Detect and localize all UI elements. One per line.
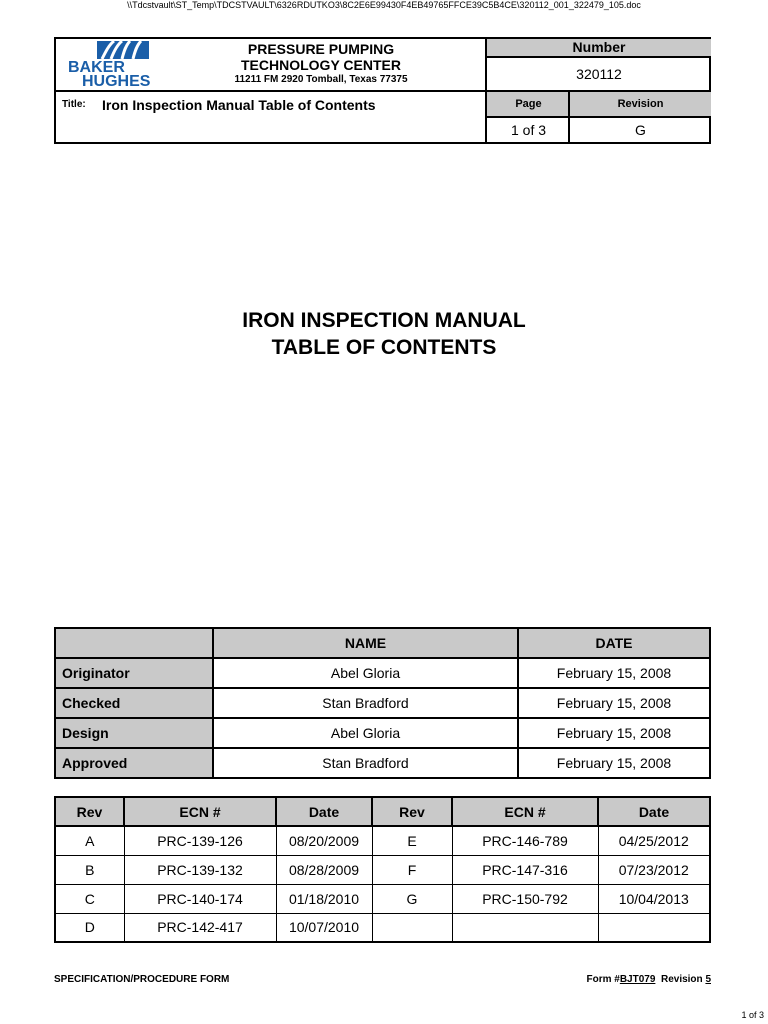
signature-role: Checked xyxy=(55,688,213,718)
revision-value: G xyxy=(568,118,711,142)
org-name-line2: TECHNOLOGY CENTER xyxy=(241,57,401,73)
signature-row xyxy=(55,658,710,688)
footer-form-type: SPECIFICATION/PROCEDURE FORM xyxy=(54,974,230,985)
revision-header-ecn: ECN # xyxy=(452,797,598,826)
revision-cell: PRC-139-132 xyxy=(124,855,276,884)
revision-cell: PRC-147-316 xyxy=(452,855,598,884)
logo-mark-icon xyxy=(56,39,156,90)
signature-header-date: DATE xyxy=(518,628,710,658)
org-name-line1: PRESSURE PUMPING xyxy=(247,41,395,57)
signature-header-role xyxy=(55,628,213,658)
revision-row xyxy=(55,855,710,884)
signature-date: February 15, 2008 xyxy=(518,688,710,718)
revision-cell: 08/20/2009 xyxy=(276,826,372,855)
signature-header-name: NAME xyxy=(213,628,518,658)
revision-table xyxy=(54,796,711,943)
revision-cell: PRC-139-126 xyxy=(124,826,276,855)
organization-block xyxy=(156,39,486,90)
revision-cell: D xyxy=(55,913,124,942)
revision-cell: PRC-140-174 xyxy=(124,884,276,913)
revision-cell: F xyxy=(372,855,452,884)
signature-date: February 15, 2008 xyxy=(518,718,710,748)
signature-name: Stan Bradford xyxy=(213,748,518,778)
form-number: BJT079 xyxy=(619,974,656,985)
revision-cell: 10/07/2010 xyxy=(276,913,372,942)
document-title-line2: TABLE OF CONTENTS xyxy=(271,336,497,359)
org-address: 11211 FM 2920 Tomball, Texas 77375 xyxy=(234,74,408,85)
revision-label: Revision xyxy=(568,90,711,118)
revision-header-ecn: ECN # xyxy=(124,797,276,826)
signature-name: Abel Gloria xyxy=(213,718,518,748)
header-block xyxy=(54,37,711,144)
signature-role: Originator xyxy=(55,658,213,688)
revision-cell: E xyxy=(372,826,452,855)
signature-row xyxy=(55,688,710,718)
revision-row xyxy=(55,913,710,942)
document-title xyxy=(0,307,768,361)
signature-name: Stan Bradford xyxy=(213,688,518,718)
document-title-line1: IRON INSPECTION MANUAL xyxy=(242,309,526,332)
signature-role: Approved xyxy=(55,748,213,778)
signature-date: February 15, 2008 xyxy=(518,658,710,688)
revision-cell: 04/25/2012 xyxy=(598,826,710,855)
revision-header-row xyxy=(55,797,710,826)
revision-prefix: Revision xyxy=(660,974,706,985)
signature-row xyxy=(55,718,710,748)
baker-hughes-logo xyxy=(56,39,156,90)
form-prefix: Form # xyxy=(586,974,620,985)
revision-cell: 08/28/2009 xyxy=(276,855,372,884)
page-label: Page xyxy=(485,90,570,118)
revision-row xyxy=(55,884,710,913)
page-counter: 1 of 3 xyxy=(741,1010,764,1020)
footer-form-info xyxy=(586,974,711,985)
document-number: 320112 xyxy=(485,58,711,90)
signature-role: Design xyxy=(55,718,213,748)
revision-header-rev: Rev xyxy=(55,797,124,826)
revision-header-date: Date xyxy=(598,797,710,826)
form-revision-number: 5 xyxy=(705,974,711,985)
file-path: \\Tdcstvault\ST_Temp\TDCSTVAULT\6326RDUTKO3\8C2E6E99430F4EB49765FFCE39C5B4CE\320112_001_322479_105.doc xyxy=(127,0,641,10)
revision-cell: C xyxy=(55,884,124,913)
page-value: 1 of 3 xyxy=(485,118,570,142)
revision-header-rev: Rev xyxy=(372,797,452,826)
revision-row xyxy=(55,826,710,855)
revision-cell: 07/23/2012 xyxy=(598,855,710,884)
revision-header-date: Date xyxy=(276,797,372,826)
revision-cell xyxy=(598,913,710,942)
logo-line1: BAKER xyxy=(68,59,125,76)
revision-cell: PRC-146-789 xyxy=(452,826,598,855)
revision-cell: 01/18/2010 xyxy=(276,884,372,913)
signature-header-row xyxy=(55,628,710,658)
title-row xyxy=(56,90,486,142)
title-value: Iron Inspection Manual Table of Contents xyxy=(102,97,376,113)
signature-date: February 15, 2008 xyxy=(518,748,710,778)
logo-line2: HUGHES xyxy=(82,73,151,90)
revision-cell: B xyxy=(55,855,124,884)
revision-cell: 10/04/2013 xyxy=(598,884,710,913)
revision-cell xyxy=(452,913,598,942)
signature-name: Abel Gloria xyxy=(213,658,518,688)
signature-row xyxy=(55,748,710,778)
revision-cell: A xyxy=(55,826,124,855)
signature-table xyxy=(54,627,711,779)
title-label: Title: xyxy=(62,99,86,110)
revision-cell: PRC-142-417 xyxy=(124,913,276,942)
revision-cell: G xyxy=(372,884,452,913)
revision-cell: PRC-150-792 xyxy=(452,884,598,913)
revision-cell xyxy=(372,913,452,942)
number-label: Number xyxy=(485,39,711,58)
